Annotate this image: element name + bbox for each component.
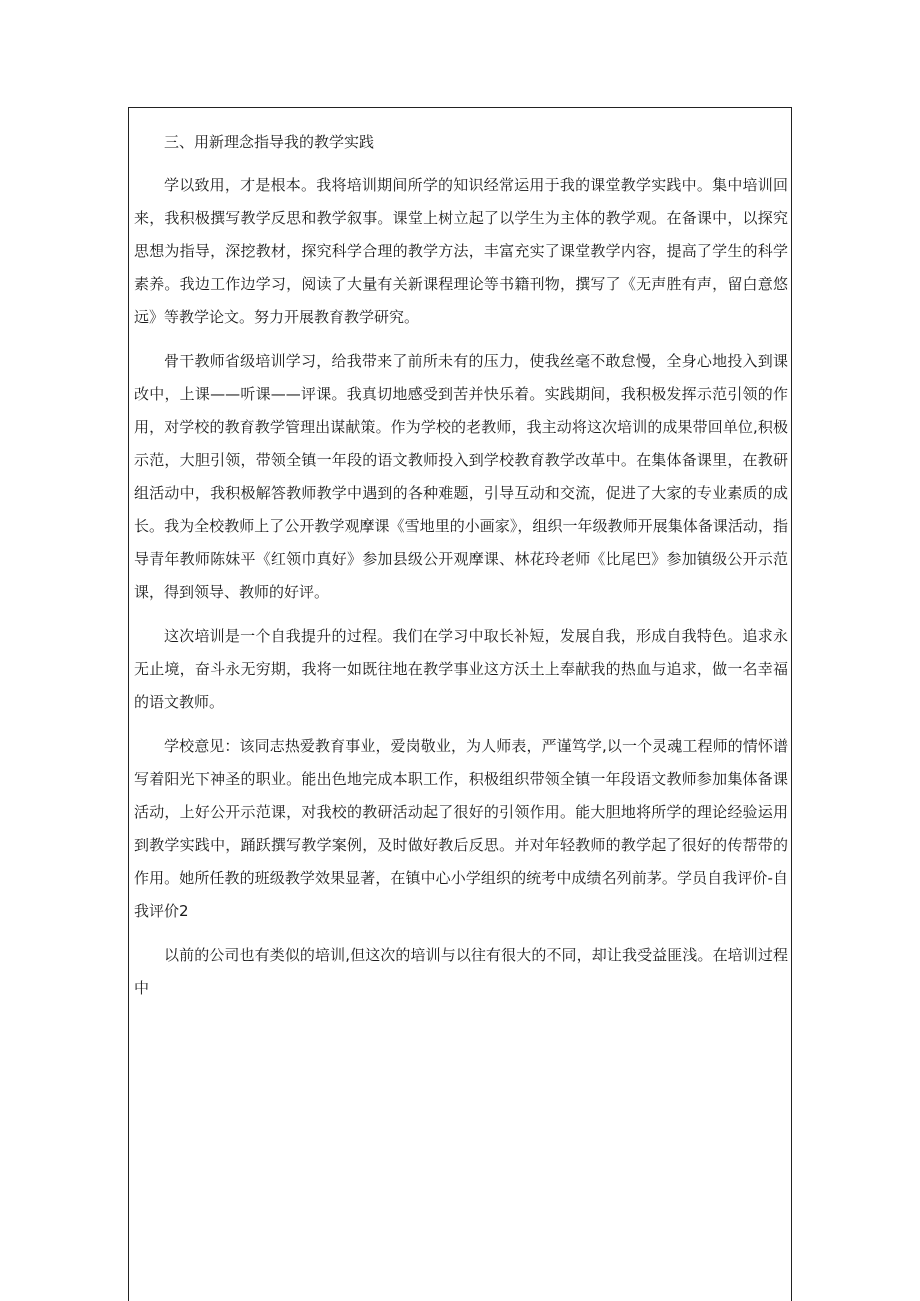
document-body xyxy=(134,126,788,1016)
paragraph-previous-company: 以前的公司也有类似的培训,但这次的培训与以往有很大的不同，却让我受益匪浅。在培训过程中 xyxy=(134,946,788,997)
paragraph-school-opinion: 学校意见：该同志热爱教育事业，爱岗敬业，为人师表，严谨笃学,以一个灵魂工程师的情怀谱写着阳光下神圣的职业。能出色地完成本职工作，积极组织带领全镇一年段语文教师参加集体备课活动，上好公开示范课，对我校的教研活动起了很好的引领作用。能大胆地将所学的理论经验运用到教学实践中，踊跃撰写教学案例，及时做好教后反思。并对年轻教师的教学起了很好的传帮带的作用。她所任教的班级教学效果显著，在镇中心小学组织的统考中成绩名列前茅。学员自我评价-自我评价2 xyxy=(134,737,788,920)
paragraph-practice: 学以致用，才是根本。我将培训期间所学的知识经常运用于我的课堂教学实践中。集中培训回来，我积极撰写教学反思和教学叙事。课堂上树立起了以学生为主体的教学观。在备课中，以探究思想为指导，深挖教材，探究科学合理的教学方法，丰富充实了课堂教学内容，提高了学生的科学素养。我边工作边学习，阅读了大量有关新课程理论等书籍刊物，撰写了《无声胜有声，留白意悠远》等教学论文。努力开展教育教学研究。 xyxy=(134,176,788,326)
section-heading: 三、用新理念指导我的教学实践 xyxy=(164,133,375,151)
document-page xyxy=(128,107,792,1301)
paragraph-self-improvement: 这次培训是一个自我提升的过程。我们在学习中取长补短，发展自我，形成自我特色。追求永无止境，奋斗永无穷期，我将一如既往地在教学事业这方沃土上奉献我的热血与追求，做一名幸福的语文教师。 xyxy=(134,627,788,711)
paragraph-training: 骨干教师省级培训学习，给我带来了前所未有的压力，使我丝毫不敢怠慢，全身心地投入到课改中，上课——听课——评课。我真切地感受到苦并快乐着。实践期间，我积极发挥示范引领的作用，对学校的教育教学管理出谋献策。作为学校的老教师，我主动将这次培训的成果带回单位,积极示范，大胆引领，带领全镇一年段的语文教师投入到学校教育教学改革中。在集体备课里，在教研组活动中，我积极解答教师教学中遇到的各种难题，引导互动和交流，促进了大家的专业素质的成长。我为全校教师上了公开教学观摩课《雪地里的小画家》，组织一年级教师开展集体备课活动，指导青年教师陈妹平《红领巾真好》参加县级公开观摩课、林花玲老师《比尾巴》参加镇级公开示范课，得到领导、教师的好评。 xyxy=(134,352,788,601)
